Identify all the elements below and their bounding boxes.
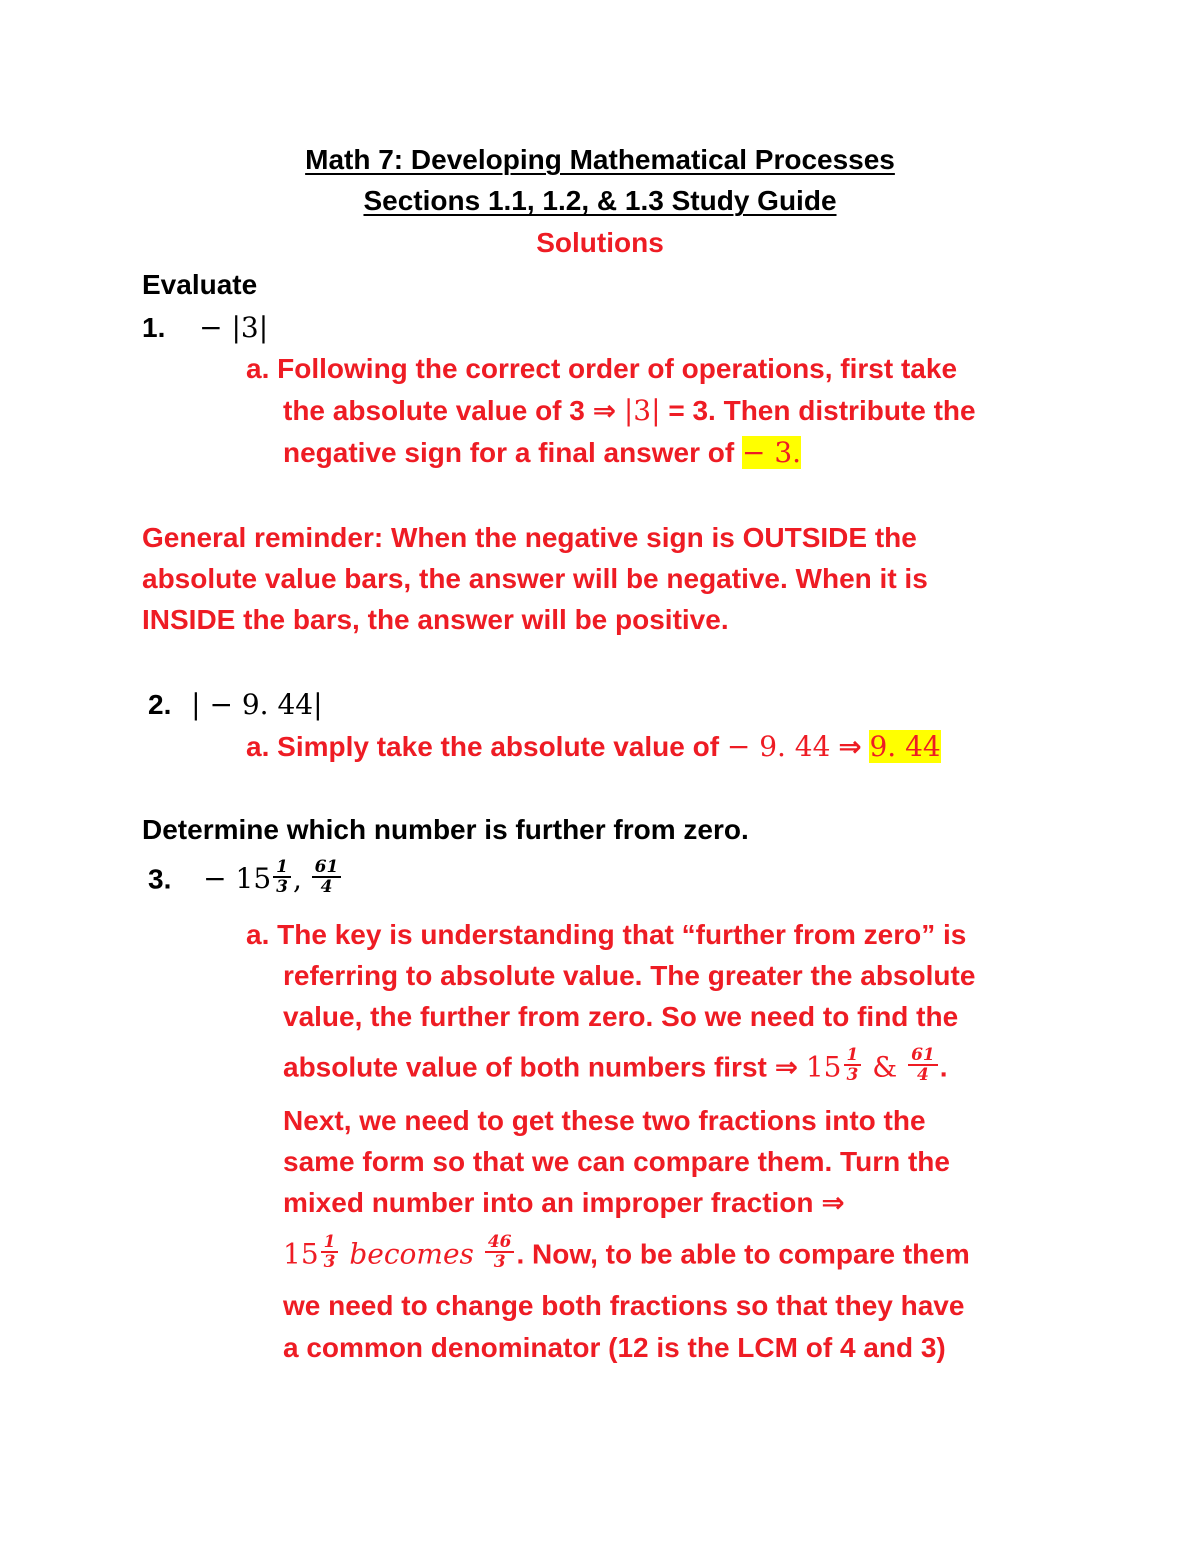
q3-answer-line-8 [283, 1232, 970, 1275]
question-number: 3. [148, 863, 172, 895]
q3-answer-line-7: mixed number into an improper fraction ⇒ [283, 1187, 845, 1218]
fraction-numerator: 1 [321, 1233, 339, 1253]
question-expression: − |3| [199, 311, 269, 344]
q3-answer-line-9: we need to change both fractions so that they have [283, 1290, 965, 1321]
answer-text: Simply take the absolute value of [277, 731, 727, 762]
q3-answer-line-10: a common denominator (12 is the LCM of 4 and 3) [283, 1332, 946, 1363]
question-number: 1. [142, 312, 166, 343]
fraction-numerator: 61 [312, 858, 342, 878]
period: . [939, 1051, 948, 1083]
fraction-numerator: 1 [844, 1046, 862, 1066]
answer-label: a. [246, 919, 270, 950]
q3-answer-line-1 [246, 918, 966, 952]
fraction-denominator: 4 [320, 877, 333, 897]
solutions-heading: Solutions [536, 227, 664, 258]
fraction-denominator: 3 [323, 1252, 336, 1272]
q3-answer-line-3: value, the further from zero. So we need to find the [283, 1001, 959, 1032]
becomes-word: becomes [340, 1237, 483, 1271]
question-3 [148, 857, 343, 900]
implies-arrow: ⇒ [830, 731, 870, 762]
q1-answer-line-2 [283, 394, 976, 428]
ampersand: & [863, 1050, 907, 1084]
question-1 [142, 311, 268, 345]
fraction-61-over-4 [312, 858, 342, 896]
answer-text: . Now, to be able to compare them [516, 1238, 970, 1270]
question-number: 2. [148, 689, 172, 720]
reminder-line-3: INSIDE the bars, the answer will be positive. [142, 604, 729, 635]
section-heading-determine: Determine which number is further from zero. [142, 814, 749, 845]
page-title: Math 7: Developing Mathematical Processes [305, 144, 895, 175]
fraction-numerator: 61 [908, 1046, 938, 1066]
fraction-denominator: 3 [846, 1065, 859, 1085]
math-expression: − 9. 44 [726, 730, 831, 763]
fraction-46-over-3 [485, 1233, 515, 1271]
answer-text: The key is understanding that “further from zero” is [277, 919, 967, 950]
answer-text: absolute value of both numbers first ⇒ [283, 1051, 806, 1083]
fraction-numerator: 1 [273, 858, 291, 878]
section-heading-evaluate: Evaluate [142, 269, 258, 300]
question-expression: | − 9. 44| [191, 688, 323, 721]
q3-answer-line-6: same form so that we can compare them. Turn the [283, 1146, 950, 1177]
mixed-number-whole: 15 [805, 1050, 842, 1084]
answer-text: Following the correct order of operations, first take [277, 353, 958, 384]
mixed-number-whole: 15 [283, 1237, 319, 1271]
fraction-61-over-4 [908, 1046, 938, 1084]
math-expression: |3| [623, 394, 661, 427]
q3-answer-line-5: Next, we need to get these two fractions into the [283, 1105, 926, 1136]
page-subtitle: Sections 1.1, 1.2, & 1.3 Study Guide [363, 185, 837, 216]
reminder-line-1: General reminder: When the negative sign is OUTSIDE the [142, 522, 917, 553]
answer-text: the absolute value of 3 ⇒ [283, 395, 624, 426]
mixed-number-whole: − 15 [203, 862, 272, 896]
fraction-numerator: 46 [485, 1233, 515, 1253]
answer-text: = 3. Then distribute the [660, 395, 976, 426]
answer-text: negative sign for a final answer of [283, 437, 742, 468]
fraction-one-third [321, 1233, 339, 1271]
reminder-line-2: absolute value bars, the answer will be negative. When it is [142, 563, 928, 594]
q2-answer-line-1 [246, 730, 941, 764]
question-2 [148, 688, 323, 722]
fraction-one-third [273, 858, 291, 896]
q1-answer-line-1 [246, 352, 957, 386]
fraction-denominator: 3 [493, 1252, 506, 1272]
q3-answer-line-2: referring to absolute value. The greater the absolute [283, 960, 976, 991]
q1-answer-line-3 [283, 436, 801, 470]
comma: , [292, 862, 302, 896]
fraction-denominator: 3 [276, 877, 288, 897]
final-answer-highlight: 9. 44 [869, 730, 941, 763]
answer-label: a. [246, 731, 270, 762]
final-answer-highlight: − 3. [742, 436, 802, 469]
fraction-denominator: 4 [916, 1065, 929, 1085]
q3-answer-line-4 [283, 1045, 948, 1088]
fraction-one-third [844, 1046, 862, 1084]
answer-label: a. [246, 353, 270, 384]
